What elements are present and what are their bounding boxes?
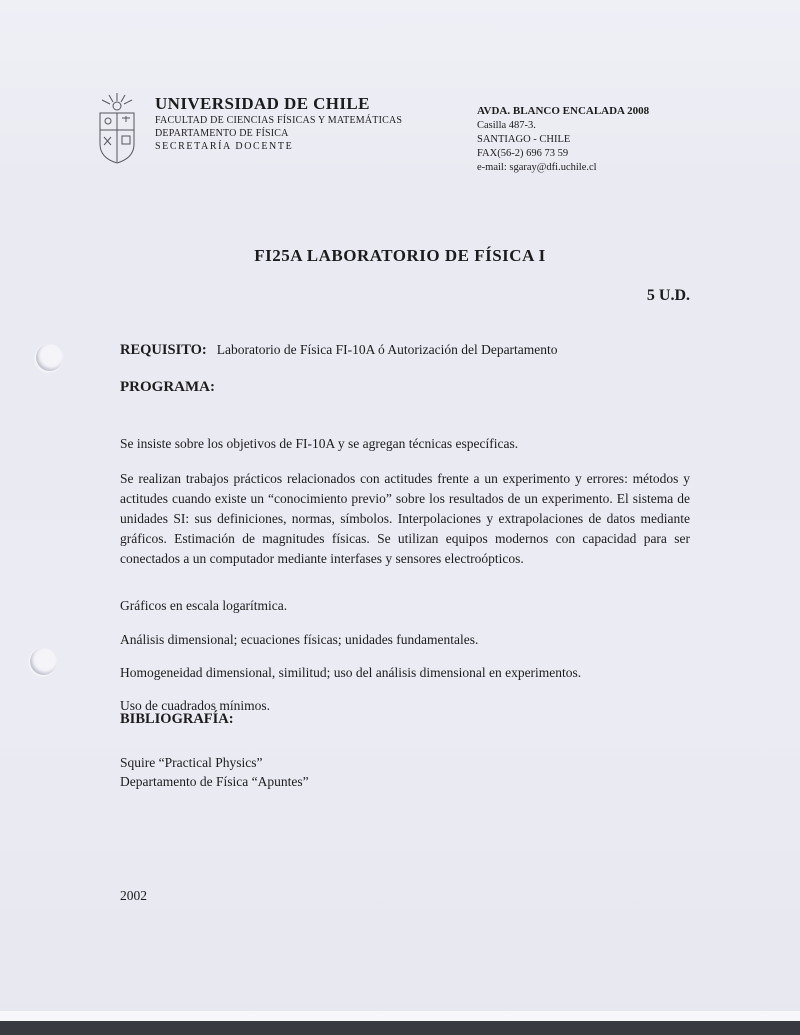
bibliografia-list xyxy=(120,753,309,791)
requisito-label: REQUISITO: xyxy=(120,342,207,358)
hole-punch xyxy=(30,648,57,675)
universidad-de-chile-crest-icon xyxy=(90,92,144,166)
programa-paragraph: Gráficos en escala logarítmica. xyxy=(120,597,288,613)
fax-line: FAX(56-2) 696 73 59 xyxy=(477,148,569,159)
scan-edge-dark xyxy=(0,1021,800,1035)
secretariat-name: SECRETARÍA DOCENTE xyxy=(155,141,294,152)
po-box-line: Casilla 487-3. xyxy=(477,120,536,131)
email-line: e-mail: sgaray@dfi.uchile.cl xyxy=(477,162,597,173)
hole-punch xyxy=(36,344,63,371)
requisito-text: Laboratorio de Física FI-10A ó Autorización del Departamento xyxy=(216,342,558,357)
bibliografia-label: BIBLIOGRAFÍA: xyxy=(120,711,234,727)
programa-paragraph: Homogeneidad dimensional, similitud; uso del análisis dimensional en experimentos. xyxy=(120,664,582,680)
programa-paragraph: Análisis dimensional; ecuaciones físicas; unidades fundamentales. xyxy=(120,631,479,647)
faculty-name: FACULTAD DE CIENCIAS FÍSICAS Y MATEMÁTICAS xyxy=(155,115,403,126)
department-name: DEPARTAMENTO DE FÍSICA xyxy=(155,128,289,139)
course-credits: 5 U.D. xyxy=(646,287,690,304)
document-year: 2002 xyxy=(120,888,147,903)
programa-label: PROGRAMA: xyxy=(120,379,215,395)
requisito-line xyxy=(120,342,700,359)
address-line: AVDA. BLANCO ENCALADA 2008 xyxy=(477,105,650,117)
bibliografia-item: Squire “Practical Physics” xyxy=(120,755,263,770)
scan-edge-white xyxy=(0,1011,800,1021)
bibliografia-item: Departamento de Física “Apuntes” xyxy=(120,774,309,789)
university-name: UNIVERSIDAD DE CHILE xyxy=(155,94,370,113)
letterhead xyxy=(155,94,402,153)
programa-paragraph: Se insiste sobre los objetivos de FI-10A y se agregan técnicas específicas. xyxy=(120,435,519,451)
city-line: SANTIAGO - CHILE xyxy=(477,134,571,145)
course-title: FI25A LABORATORIO DE FÍSICA I xyxy=(254,246,546,265)
programa-paragraph: Uso de cuadrados mínimos. xyxy=(120,697,270,713)
contact-block xyxy=(477,104,649,175)
programa-paragraph: Se realizan trabajos prácticos relacionados con actitudes frente a un experimento y errores: métodos y actitudes cuando existe un “conocimiento previo” sobre los resultados de un experimento. El sistema de unidades SI: sus definiciones, normas, símbolos. Interpolaciones y extrapolaciones de datos mediante gráficos. Estimación de magnitudes físicas. Se utilizan equipos modernos con capacidad para ser conectados a un computador mediante interfases y sensores electroópticos. xyxy=(120,470,690,566)
